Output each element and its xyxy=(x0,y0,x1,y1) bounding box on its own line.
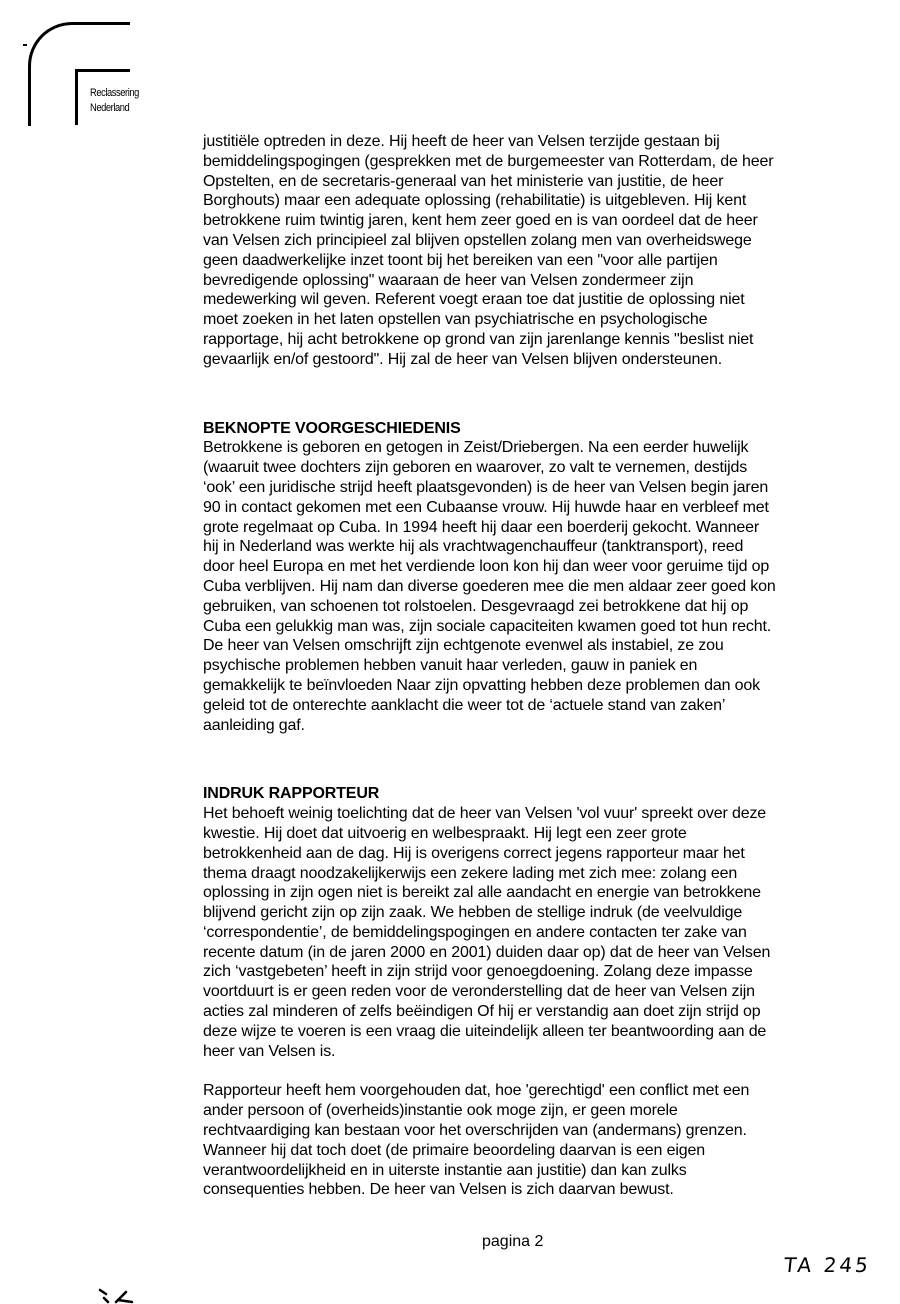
intro-paragraph xyxy=(203,132,843,370)
section-voorgeschiedenis xyxy=(203,419,843,736)
text-line: Cuba verblijven. Hij nam dan diverse goederen mee die men aldaar zeer goed kon xyxy=(203,577,776,595)
document-body xyxy=(203,132,843,1200)
scan-speck xyxy=(23,44,27,46)
text-line: gemakkelijk te beïnvloeden Naar zijn opvatting hebben deze problemen dan ook xyxy=(203,676,760,694)
text-line: moet zoeken in het laten opstellen van psychiatrische en psychologische xyxy=(203,311,708,329)
text-line: psychische problemen hebben vanuit haar verleden, gauw in paniek en xyxy=(203,657,698,675)
text-line: Opstelten, en de secretaris-generaal van het ministerie van justitie, de heer xyxy=(203,172,724,190)
section-heading: BEKNOPTE VOORGESCHIEDENIS xyxy=(203,419,461,437)
text-line: betrokkenheid aan de dag. Hij is overigens correct jegens rapporteur maar het xyxy=(203,844,745,862)
text-line: rechtvaardiging kan bestaan voor het overschrijden van (andermans) grenzen. xyxy=(203,1122,747,1140)
text-line: heer van Velsen is. xyxy=(203,1042,336,1060)
text-line: zich ‘vastgebeten’ heeft in zijn strijd voor genoegdoening. Zolang deze impasse xyxy=(203,963,753,981)
text-line: betrokkene ruim twintig jaren, kent hem zeer goed en is van oordeel dat de heer xyxy=(203,212,758,230)
text-line: gevaarlijk en/of gestoord". Hij zal de heer van Velsen blijven ondersteunen. xyxy=(203,350,723,368)
text-line: geleid tot de onterechte aanklacht die weer tot de ‘actuele stand van zaken’ xyxy=(203,696,726,714)
text-line: van Velsen zich principieel zal blijven opstellen zolang men van overheidswege xyxy=(203,231,752,249)
logo-line-2: Nederland xyxy=(90,102,130,114)
logo-line-1: Reclassering xyxy=(90,87,139,99)
text-line: consequenties hebben. De heer van Velsen is zich daarvan bewust. xyxy=(203,1181,674,1199)
logo-text xyxy=(90,86,139,116)
text-line: verantwoordelijkheid en in uiterste instantie aan justitie) dan kan zulks xyxy=(203,1161,687,1179)
page-number: pagina 2 xyxy=(482,1233,544,1250)
text-line: medewerking wil geven. Referent voegt eraan toe dat justitie de oplossing niet xyxy=(203,291,745,309)
text-line: kwestie. Hij doet dat uitvoerig en welbespraakt. Hij legt een zeer grote xyxy=(203,824,687,842)
text-line: oplossing in zijn ogen niet is bereikt zal alle aandacht en energie van betrokkene xyxy=(203,884,761,902)
text-line: gebruiken, van schoenen tot rolstoelen. Desgevraagd zei betrokkene dat hij op xyxy=(203,597,749,615)
paragraph xyxy=(203,1081,843,1200)
text-line: geen daadwerkelijke inzet toont bij het bereiken van een "voor alle partijen xyxy=(203,251,718,269)
text-line: acties zal minderen of zelfs beëindigen Of hij er verstandig aan doet zijn strijd op xyxy=(203,1003,761,1021)
text-line: recente datum (in de jaren 2000 en 2001) duiden daar op) dat de heer van Velsen xyxy=(203,943,771,961)
text-line: Cuba een gelukkig man was, zijn sociale capaciteiten kwamen goed tot hun recht. xyxy=(203,617,772,635)
text-line: (waaruit twee dochters zijn geboren en waarover, zo valt te vernemen, destijds xyxy=(203,459,748,477)
text-line: De heer van Velsen omschrijft zijn echtgenote evenwel als instabiel, ze zou xyxy=(203,637,724,655)
text-line: hij in Nederland was werkte hij als vrachtwagenchauffeur (tanktransport), reed xyxy=(203,538,744,556)
text-line: ander persoon of (overheids)instantie ook moge zijn, er geen morele xyxy=(203,1102,678,1120)
section-spacer xyxy=(203,370,843,419)
text-line: grote regelmaat op Cuba. In 1994 heeft hij daar een boerderij gekocht. Wanneer xyxy=(203,518,760,536)
text-line: Borghouts) maar een adequate oplossing (rehabilitatie) is uitgebleven. Hij kent xyxy=(203,192,747,210)
paragraph xyxy=(203,804,843,1061)
text-line: bemiddelingspogingen (gesprekken met de burgemeester van Rotterdam, de heer xyxy=(203,152,774,170)
text-line: Rapporteur heeft hem voorgehouden dat, hoe 'gerechtigd' een conflict met een xyxy=(203,1082,750,1100)
text-line: 90 in contact gekomen met een Cubaanse vrouw. Hij huwde haar en verbleef met xyxy=(203,498,769,516)
text-line: deze wijze te voeren is een vraag die uiteindelijk alleen ter beantwoording aan de xyxy=(203,1022,767,1040)
text-line: justitiële optreden in deze. Hij heeft de heer van Velsen terzijde gestaan bij xyxy=(203,133,720,150)
section-spacer xyxy=(203,735,843,784)
text-line: blijvend gericht zijn op zijn zaak. We hebben de stellige indruk (de veelvuldige xyxy=(203,904,743,922)
text-line: ‘ook’ een juridische strijd heeft plaatsgevonden) is de heer van Velsen begin jaren xyxy=(203,478,769,496)
text-line: voortduurt is er geen reden voor de veronderstelling dat de heer van Velsen zijn xyxy=(203,983,755,1001)
paragraph-spacer xyxy=(203,1061,843,1081)
text-line: Het behoeft weinig toelichting dat de heer van Velsen 'vol vuur' spreekt over deze xyxy=(203,805,767,823)
text-line: ‘correspondentie’, de bemiddelingspogingen en andere contacten ter zake van xyxy=(203,923,747,941)
handwritten-scribble-icon xyxy=(96,1288,146,1304)
text-line: Betrokkene is geboren en getogen in Zeist/Driebergen. Na een eerder huwelijk xyxy=(203,439,749,457)
text-line: door heel Europa en met het verdiende loon kon hij dan weer voor geruime tijd op xyxy=(203,558,770,576)
text-line: rapportage, hij acht betrokkene op grond van zijn jarenlange kennis "beslist niet xyxy=(203,330,754,348)
text-line: Wanneer hij dat toch doet (de primaire beoordeling daarvan is een eigen xyxy=(203,1141,705,1159)
section-indruk-rapporteur xyxy=(203,784,843,1200)
handwritten-annotation: TA 245 xyxy=(782,1253,873,1277)
text-line: aanleiding gaf. xyxy=(203,716,305,734)
text-line: thema draagt noodzakelijkerwijs een zekere lading met zich mee: zolang een xyxy=(203,864,738,882)
paragraph xyxy=(203,438,843,735)
section-heading: INDRUK RAPPORTEUR xyxy=(203,785,380,803)
text-line: bevredigende oplossing" waaraan de heer van Velsen zondermeer zijn xyxy=(203,271,694,289)
